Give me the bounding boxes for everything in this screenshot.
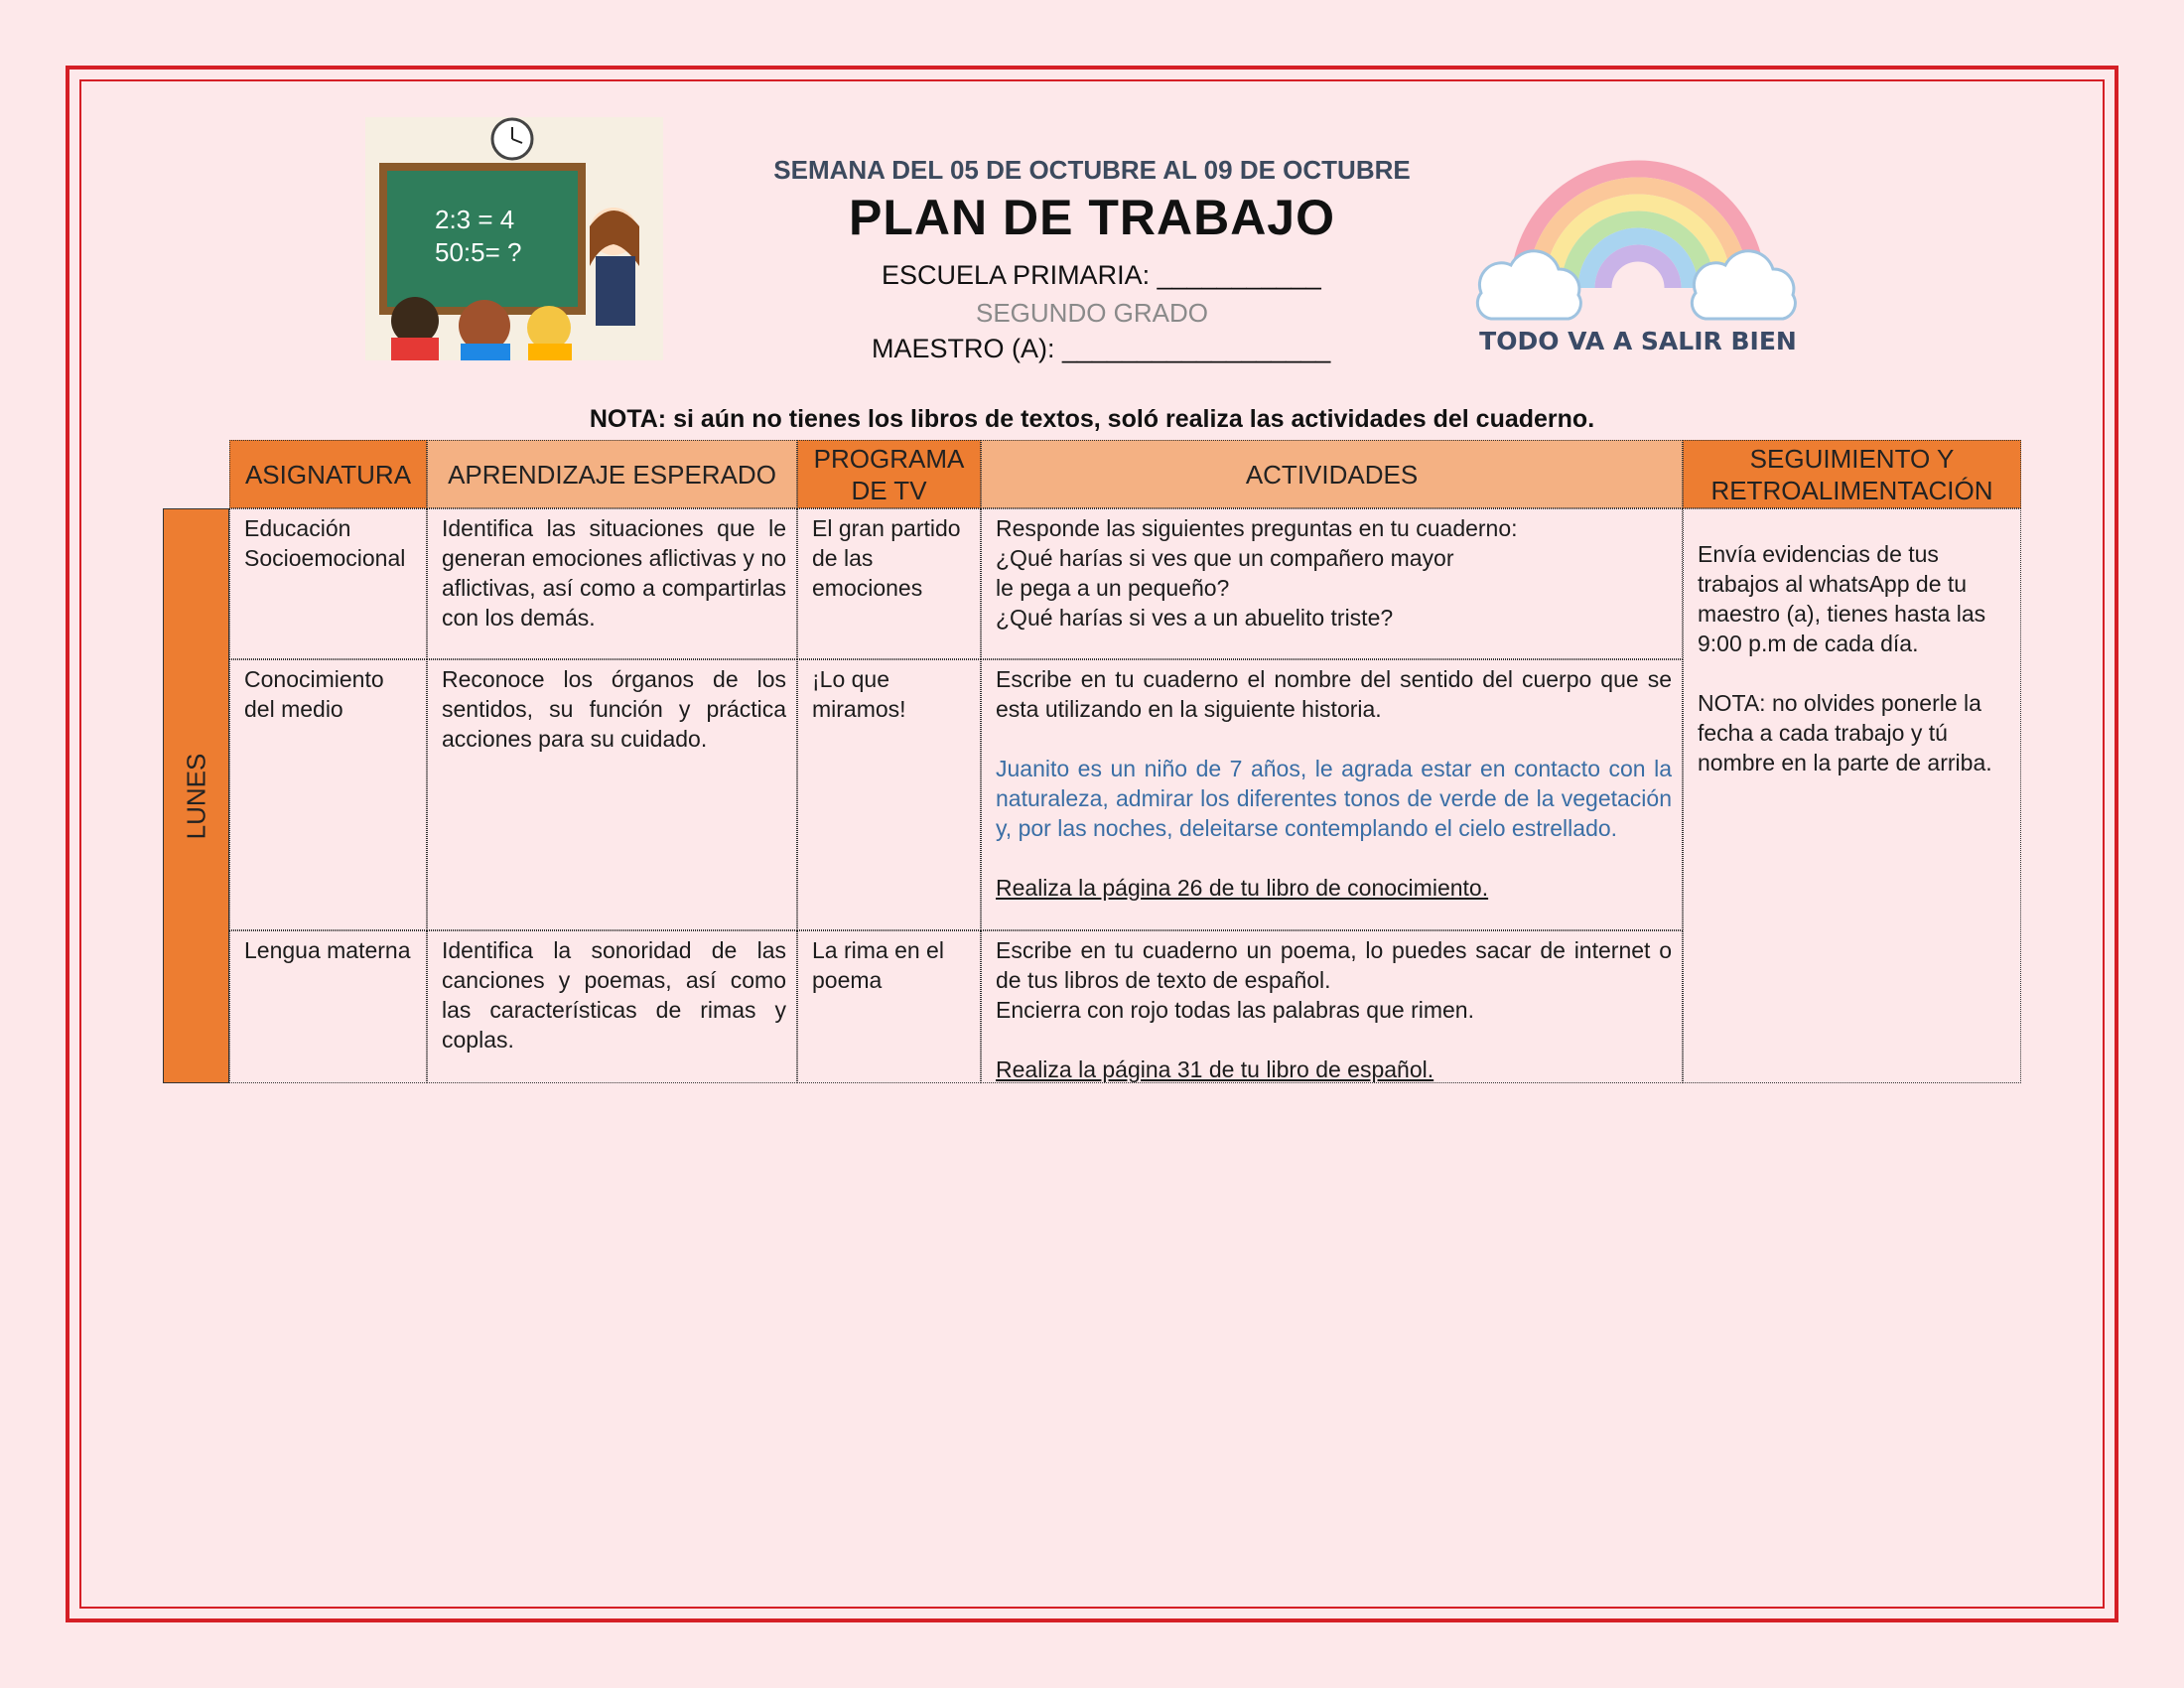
rainbow-caption: TODO VA A SALIR BIEN	[1479, 327, 1797, 355]
page-title: PLAN DE TRABAJO	[848, 190, 1336, 245]
rainbow-illustration	[1469, 119, 1807, 367]
row1-activity-line: Responde las siguientes preguntas en tu cuaderno:	[996, 515, 1518, 541]
header-subject: ASIGNATURA	[229, 440, 427, 508]
school-field: ESCUELA PRIMARIA: ___________	[882, 260, 1321, 290]
day-label: LUNES	[181, 753, 210, 839]
row3-program: La rima en el poema	[797, 930, 981, 1083]
followup-cell	[1683, 508, 2021, 1083]
row2-activity-story: Juanito es un niño de 7 años, le agrada estar en contacto con la naturaleza, admirar los diferentes tonos de verde de la vegetación y, por las noches, deleitarse contemplando el cielo estrellado.	[996, 756, 1672, 841]
header-learning: APRENDIZAJE ESPERADO	[427, 440, 797, 508]
chalkboard-text-2: 50:5= ?	[435, 237, 522, 267]
row1-activity-line: le pega a un pequeño?	[996, 575, 1230, 601]
row3-subject: Lengua materna	[229, 930, 427, 1083]
row2-activities	[981, 659, 1683, 930]
followup-note: NOTA: no olvides ponerle la fecha a cada trabajo y tú nombre en la parte de arriba.	[1698, 690, 1992, 775]
row2-program: ¡Lo que miramos!	[797, 659, 981, 930]
followup-evidence: Envía evidencias de tus trabajos al whatsApp de tu maestro (a), tienes hasta las 9:00 p.m de cada día.	[1698, 541, 1986, 656]
header-program: PROGRAMA DE TV	[797, 440, 981, 508]
row3-activity-intro: Escribe en tu cuaderno un poema, lo puedes sacar de internet o de tus libros de texto de español.	[996, 937, 1672, 993]
row1-learning: Identifica las situaciones que le generan emociones aflictivas y no aflictivas, así como a compartirlas con los demás.	[427, 508, 797, 659]
row1-program: El gran partido de las emociones	[797, 508, 981, 659]
row2-activity-task: Realiza la página 26 de tu libro de conocimiento.	[996, 875, 1489, 901]
header-followup: SEGUIMIENTO Y RETROALIMENTACIÓN	[1683, 440, 2021, 508]
grade-label: SEGUNDO GRADO	[975, 298, 1209, 328]
header-activities: ACTIVIDADES	[981, 440, 1683, 508]
teacher-field: MAESTRO (A): __________________	[872, 334, 1331, 363]
row3-activities	[981, 930, 1683, 1083]
row3-activity-line2: Encierra con rojo todas las palabras que rimen.	[996, 997, 1474, 1023]
row1-activities	[981, 508, 1683, 659]
chalkboard-text-1: 2:3 = 4	[435, 205, 515, 234]
row1-subject: Educación Socioemocional	[229, 508, 427, 659]
week-range: SEMANA DEL 05 DE OCTUBRE AL 09 DE OCTUBRE	[773, 155, 1411, 185]
row2-activity-intro: Escribe en tu cuaderno el nombre del sentido del cuerpo que se esta utilizando en la siguiente historia.	[996, 666, 1672, 722]
day-column	[163, 508, 229, 1083]
row2-learning: Reconoce los órganos de los sentidos, su función y práctica acciones para su cuidado.	[427, 659, 797, 930]
row3-activity-task: Realiza la página 31 de tu libro de español.	[996, 1056, 1434, 1082]
row2-subject: Conocimiento del medio	[229, 659, 427, 930]
row1-activity-line: ¿Qué harías si ves a un abuelito triste?	[996, 605, 1394, 631]
classroom-illustration	[365, 117, 663, 360]
row1-activity-line: ¿Qué harías si ves que un compañero mayor	[996, 545, 1454, 571]
row3-learning: Identifica la sonoridad de las canciones y poemas, así como las características de rimas y coplas.	[427, 930, 797, 1083]
note-books: NOTA: si aún no tienes los libros de textos, soló realiza las actividades del cuaderno.	[589, 405, 1595, 433]
